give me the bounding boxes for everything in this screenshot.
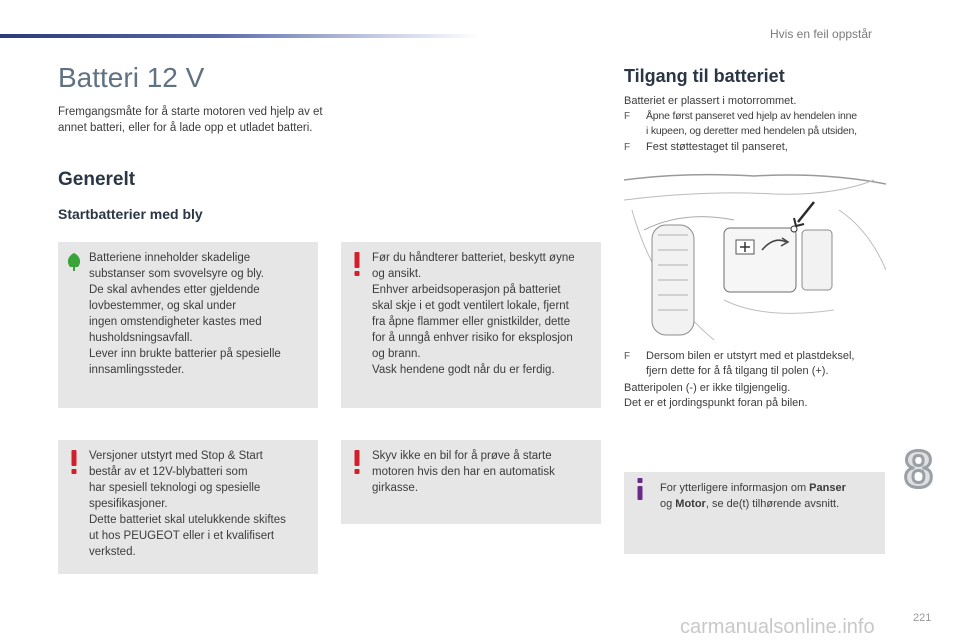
- chapter-number: 8: [904, 441, 933, 499]
- safety-warning-text: Før du håndterer batteriet, beskytt øyne og ansikt. Enhver arbeidsoperasjon på batteriet skal skje i et godt ventilert lokale, fjernt fra åpne flammer eller gnistkilder, dette for å unngå enhver risiko for eksplosjon og brann. Vask hendene godt når du er ferdig.: [372, 252, 575, 376]
- recycle-leaf-icon: [64, 252, 84, 272]
- engine-bay-illustration: [624, 170, 886, 342]
- bullet-icon: F: [624, 142, 631, 153]
- warning-exclamation-icon: [70, 450, 78, 474]
- section-title: Hvis en feil oppstår: [770, 27, 873, 41]
- access-heading: Tilgang til batteriet: [624, 66, 785, 86]
- push-start-warning-text: Skyv ikke en bil for å prøve å starte motoren hvis den har en automatisk girkasse.: [372, 450, 555, 494]
- access-step-1: F Åpne først panseret ved hjelp av hendelen inne i kupeen, og deretter med hendelen på utsiden,: [624, 110, 857, 137]
- bullet-icon: F: [624, 111, 630, 122]
- warning-exclamation-icon: [353, 252, 361, 276]
- access-step-2: F Fest støttestaget til panseret,: [624, 141, 788, 153]
- safety-warning-box: [341, 242, 601, 408]
- access-step-3: F Dersom bilen er utstyrt med et plastdeksel, fjern dette for å få tilgang til polen (+).: [624, 350, 855, 377]
- stop-start-warning-text: Versjoner utstyrt med Stop & Start består av et 12V-blybatteri som har spesiell teknologi og spesielle spesifikasjoner. Dette batteriet skal utelukkende skiftes ut hos PEUGEOT eller i et kvalifisert verksted.: [89, 450, 286, 558]
- negative-pole-note: Batteripolen (-) er ikke tilgjengelig.: [624, 382, 791, 394]
- info-box: [624, 472, 885, 554]
- warning-exclamation-icon: [353, 450, 361, 474]
- header-rule: [0, 34, 480, 38]
- environment-note-text: Batteriene inneholder skadelige substanser som svovelsyre og bly. De skal avhendes etter gjeldende lovbestemmer, og skal under ingen omstendigheter kastes med husholdsningsavfall. Lever inn brukte batterier på spesielle innsamlingssteder.: [89, 252, 281, 376]
- info-text: For ytterligere informasjon om Panser og Motor, se de(t) tilhørende avsnitt.: [660, 482, 846, 510]
- page-title: Batteri 12 V: [58, 62, 205, 93]
- subsection-heading: Startbatterier med bly: [58, 206, 203, 222]
- grounding-note: Det er et jordingspunkt foran på bilen.: [624, 397, 808, 409]
- section-heading: Generelt: [58, 169, 136, 190]
- page-number: 221: [913, 612, 932, 624]
- push-start-warning-box: [341, 440, 601, 524]
- watermark: carmanualsonline.info: [680, 616, 875, 638]
- intro-paragraph: Fremgangsmåte for å starte motoren ved hjelp av et annet batteri, eller for å lade opp et utladet batteri.: [58, 106, 323, 134]
- info-icon: [636, 478, 644, 500]
- stop-start-warning-box: [58, 440, 318, 574]
- environment-note-box: [58, 242, 318, 408]
- bullet-icon: F: [624, 351, 631, 362]
- access-intro: Batteriet er plassert i motorrommet.: [624, 95, 797, 107]
